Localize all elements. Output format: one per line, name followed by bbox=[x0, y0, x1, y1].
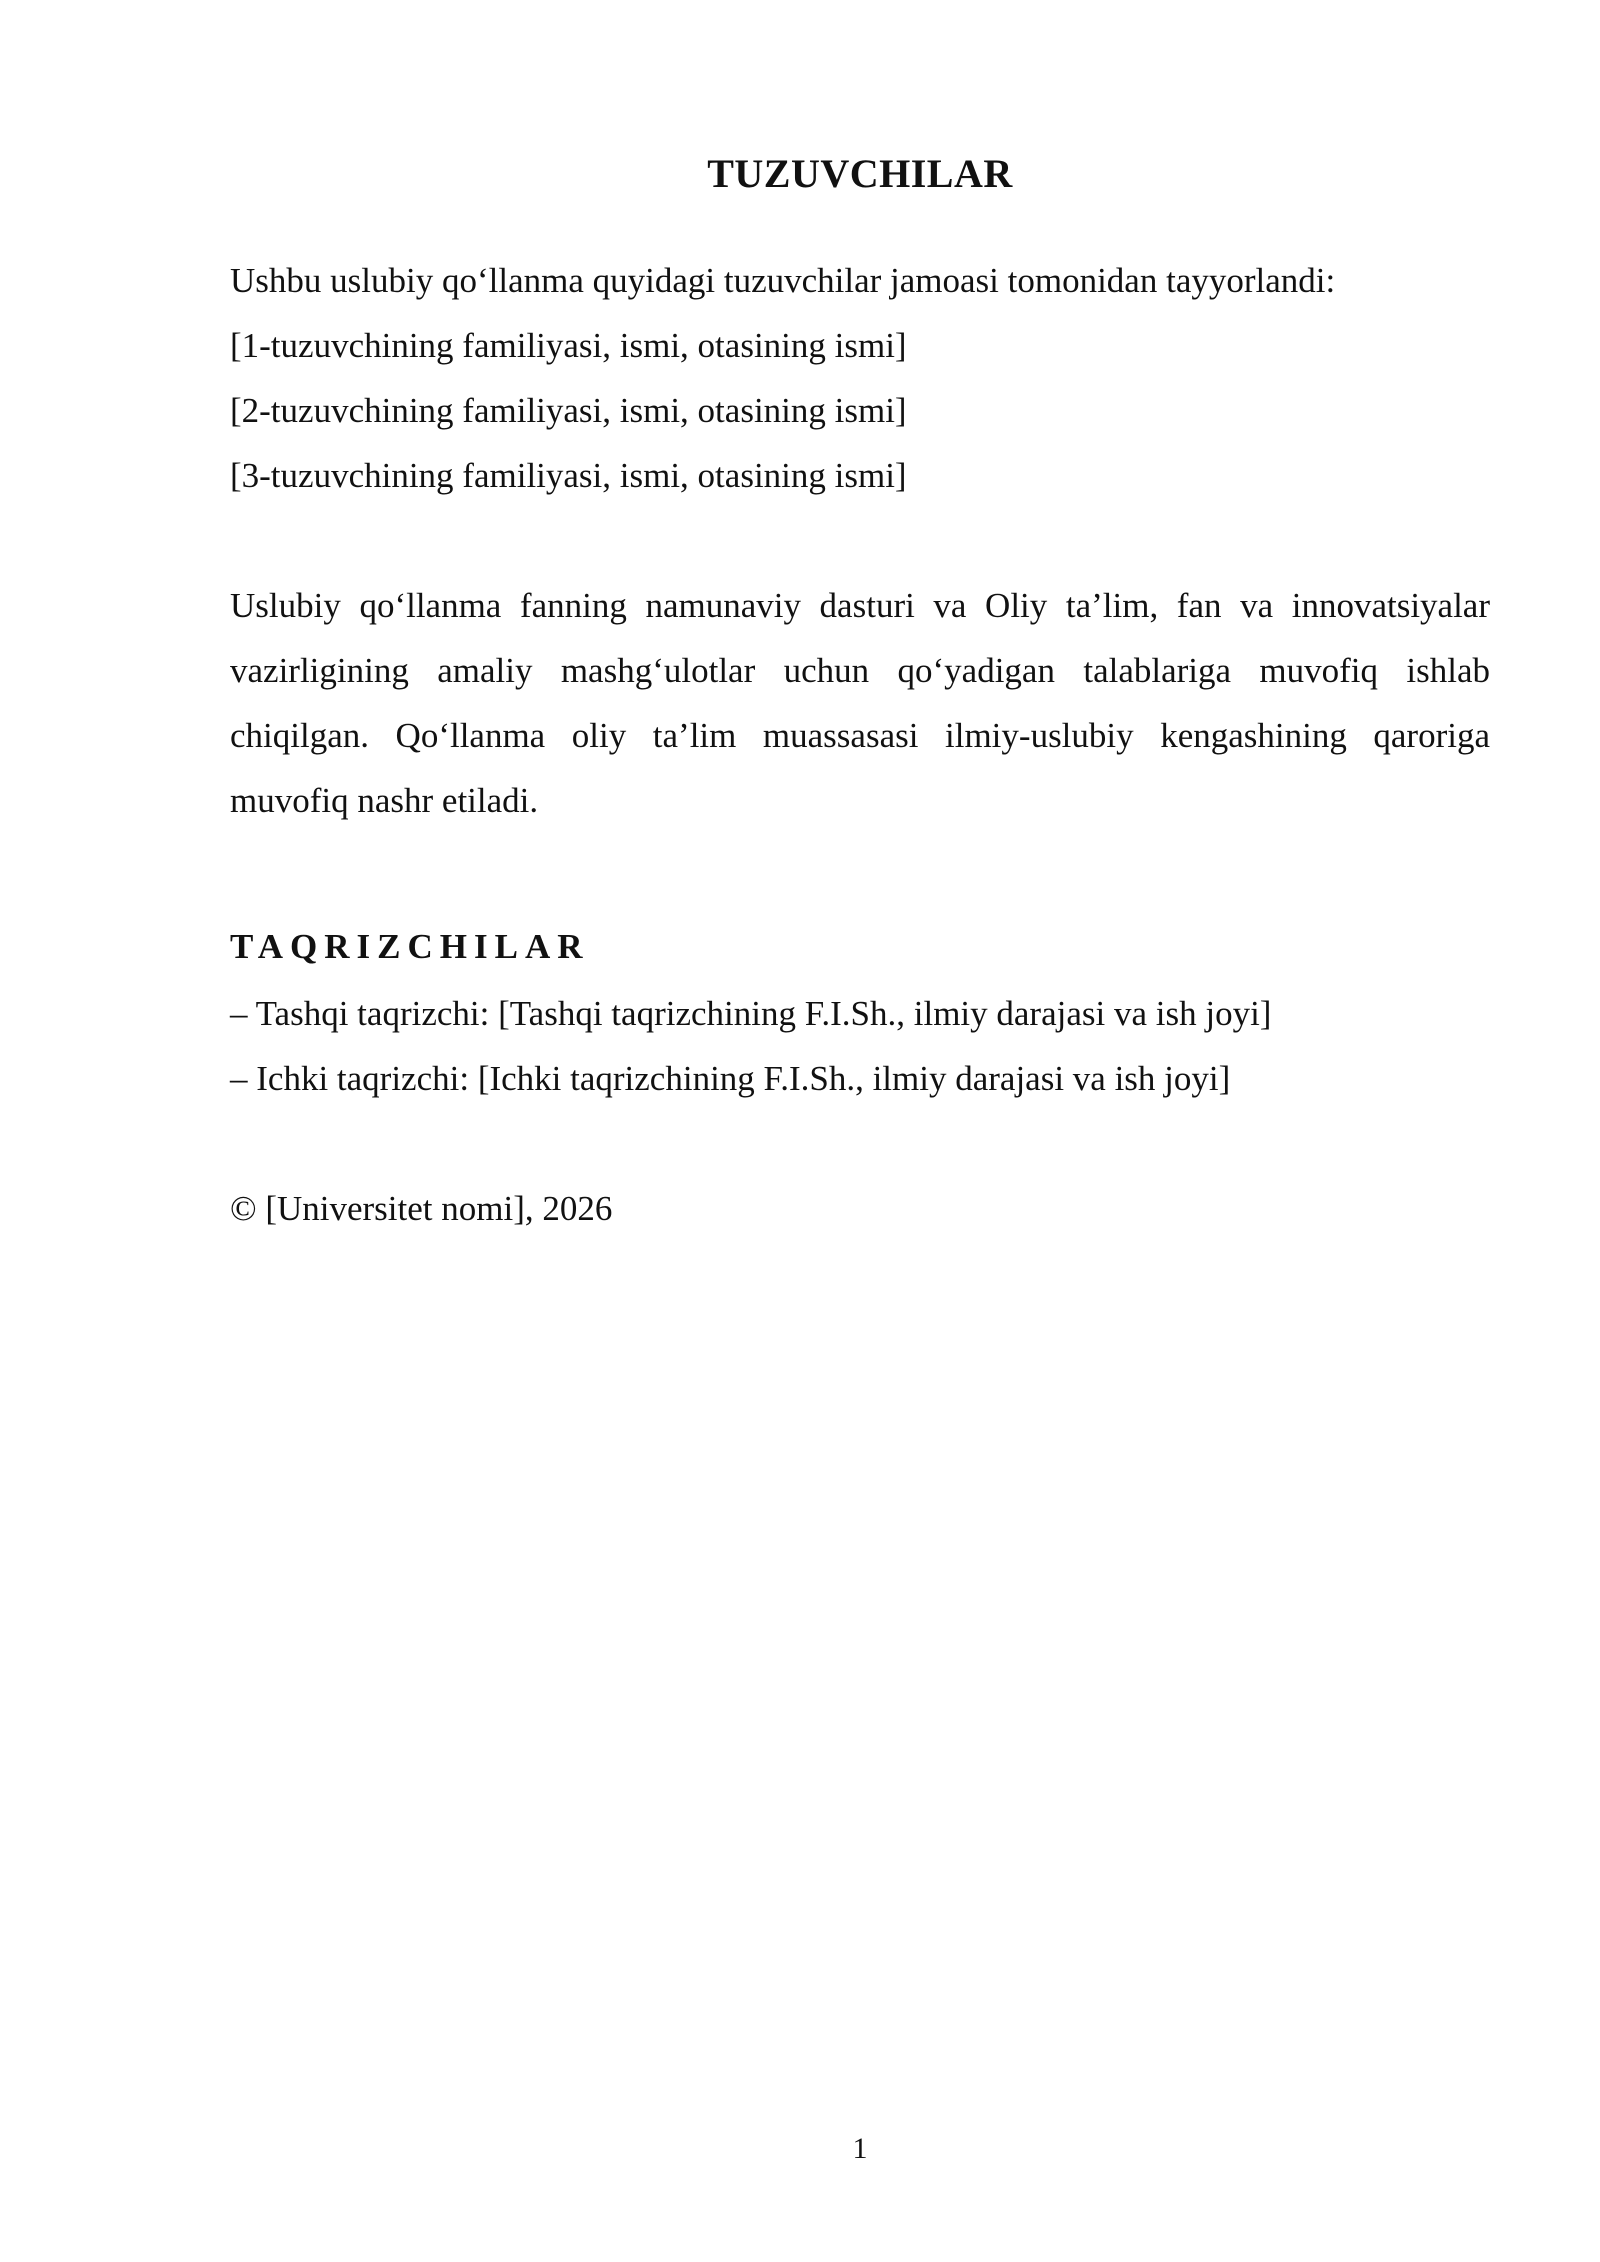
reviewers-heading: TAQRIZCHILAR bbox=[230, 927, 590, 966]
internal-reviewer: – Ichki taqrizchi: [Ichki taqrizchining F.I.Sh., ilmiy darajasi va ish joyi] bbox=[230, 1059, 1231, 1098]
page-number: 1 bbox=[852, 2132, 868, 2165]
author-line-2: [2-tuzuvchining familiyasi, ismi, otasining ismi] bbox=[230, 391, 907, 430]
author-line-1: [1-tuzuvchining familiyasi, ismi, otasining ismi] bbox=[230, 326, 907, 365]
author-line-3: [3-tuzuvchining familiyasi, ismi, otasining ismi] bbox=[230, 456, 907, 495]
description-paragraph: Uslubiy qo‘llanma fanning namunaviy dasturi va Oliy ta’lim, fan va innovatsiyalar vazirligining amaliy mashg‘ulotlar uchun qo‘yadigan talablariga muvofiq ishlab chiqilgan. Qo‘llanma oliy ta’lim muassasasi ilmiy-uslubiy kengashining qaroriga muvofiq nashr etiladi. bbox=[230, 586, 1490, 820]
external-reviewer: – Tashqi taqrizchi: [Tashqi taqrizchining F.I.Sh., ilmiy darajasi va ish joyi] bbox=[230, 994, 1272, 1033]
intro-text: Ushbu uslubiy qo‘llanma quyidagi tuzuvchilar jamoasi tomonidan tayyorlandi: bbox=[230, 261, 1336, 300]
page-content bbox=[230, 248, 1490, 1241]
copyright-line: © [Universitet nomi], 2026 bbox=[230, 1189, 613, 1228]
page-title: TUZUVCHILAR bbox=[707, 151, 1013, 196]
